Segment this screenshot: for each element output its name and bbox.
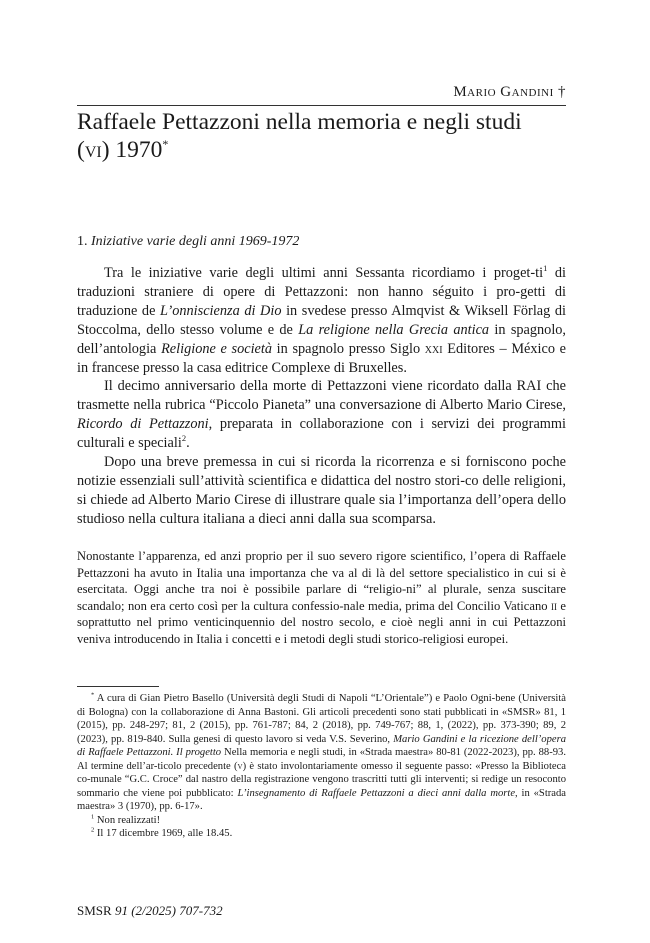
p1-text-b: di traduzioni straniere di opere di Pettazzoni: non hanno séguito i pro-getti di traduzione de [77, 265, 566, 319]
folio-issue: 91 (2/2025) [114, 903, 176, 918]
p2-text-a: Il decimo anniversario della morte di Pettazzoni viene ricordato dalla RAI che trasmette nella rubrica “Piccolo Pianeta” una conversazione di Alberto Mario Cirese, [77, 378, 566, 414]
p2-program-title: Ricordo di Pettazzoni [77, 416, 209, 433]
block-quote [77, 548, 566, 648]
paragraph-1 [77, 264, 566, 377]
fn-star-text-b: Nella memoria e negli studi, in «Strada maestra» 80-81 (2022-2023), pp. 88-93. Al termine dell’ar-ticolo precedente ( [77, 747, 566, 772]
quote-text-b: e soprattutto nel primo venticinquennio del nostro secolo, e cioè negli anni in cui Pettazzoni veniva introducendo in Italia i concetti e i metodi degli studi storico-religiosi europei. [77, 598, 566, 646]
p1-text-e: in spagnolo presso Siglo [272, 340, 425, 357]
journal-folio [77, 903, 223, 919]
p1-text-f: Editores – México e in francese presso la casa editrice Complexe di Bruxelles. [77, 340, 567, 376]
fn-star-text-c: ) è stato involontariamente omesso il seguente passo: «Presso la Biblioteca co-munale “G.C. Croce” dal nastro della registrazione vengono trascritti tutti gli interventi; si redige un resoconto sommario che viene poi pubblicato: [77, 760, 566, 799]
footnotes [77, 692, 566, 841]
footnote-2 [77, 827, 566, 841]
footnote-2-text: Il 17 dicembre 1969, alle 18.45. [94, 828, 233, 840]
title-main: Raffaele Pettazzoni nella memoria e negli studi [77, 109, 522, 135]
fn-star-roman-numeral: v [237, 760, 243, 772]
title-part-number: (vi) [77, 137, 110, 163]
p1-text-c: in svedese presso Almqvist & Wiksell Förlag di Stoccolma, dello stesso volume e de [77, 302, 566, 338]
fn-star-text-d: , in «Strada maestra» 3 (1970), pp. 6-17». [77, 787, 566, 813]
footnote-1-mark: 1 [91, 813, 95, 821]
footnote-ref-1: 1 [543, 263, 548, 274]
p1-book-title-1: L’onniscienza di Dio [160, 302, 282, 319]
p1-book-title-2: La religione nella Grecia antica [298, 321, 490, 338]
p2-text-b: , preparata in collaborazione con i servizi dei programmi culturali e speciali [77, 416, 567, 452]
body-text [77, 264, 566, 529]
title-year: 1970 [115, 137, 163, 163]
paragraph-2 [77, 377, 566, 453]
p1-text-d: in spagnolo, dell’antologia [77, 321, 567, 357]
footnote-rule [77, 686, 159, 687]
footnote-star [77, 692, 566, 814]
fn-star-title-2: L’insegnamento di Raffaele Pettazzoni a dieci anni dalla morte [237, 787, 516, 799]
p1-roman-numeral: xxi [424, 340, 443, 357]
header-rule [77, 105, 566, 106]
folio-pages: 707-732 [179, 903, 223, 918]
quote-roman-numeral: ii [550, 598, 557, 613]
p1-text-a: Tra le iniziative varie degli ultimi anni Sessanta ricordiamo i proget-ti [104, 265, 544, 281]
section-heading [77, 233, 566, 251]
article-title [77, 108, 566, 164]
footnote-2-mark: 2 [91, 826, 95, 834]
running-head-author: Mario Gandini † [453, 84, 566, 100]
footnote-1 [77, 814, 566, 828]
quote-text-a: Nonostante l’apparenza, ed anzi proprio per il suo severo rigore scientifico, l’opera di Raffaele Pettazzoni ha avuto in Italia una importanza che va al di là del settore specialistico in cui si è esercitata. Oggi anche tra noi è possibile parlare di “religio-ni” al plurale, senza suscitare scandalo; non era certo così per la cultura confessio-nale media, prima del Concilio Vaticano [77, 549, 566, 613]
section-title: Iniziative varie degli anni 1969-1972 [91, 234, 300, 249]
paragraph-3: Dopo una breve premessa in cui si ricorda la ricorrenza e si forniscono poche notizie essenziali sull’attività scientifica e didattica del nostro stori-co delle religioni, si chiede ad Alberto Mario Cirese di illustrare quale sia l’importanza dell’opera dello studioso nella cultura italiana a dieci anni dalla sua scomparsa. [77, 454, 566, 527]
footnote-ref-2: 2 [181, 433, 187, 444]
p1-book-title-3: Religione e società [161, 340, 273, 357]
fn-star-title-1: Mario Gandini e la ricezione dell’opera di Raffaele Pettazzoni. Il progetto [77, 733, 567, 759]
p2-text-c: . [186, 435, 190, 452]
section-number: 1. [77, 234, 88, 249]
fn-star-text-a: A cura di Gian Pietro Basello (Università degli Studi di Napoli “L’Orientale”) e Paolo Ogni-bene (Università di Bologna) con la collaborazione di Anna Bastoni. Gli articoli precedenti sono stati pubblicati in «SMSR» 81, 1 (2015), pp. 248-297; 81, 2 (2015), pp. 761-787; 84, 2 (2018), pp. 749-767; 88, 1, (2022), pp. 373-390; 89, 2 (2023), pp. 819-840. Sulla genesi di questo lavoro si veda V.S. Severino, [77, 693, 566, 745]
footnote-1-text: Non realizzati! [94, 814, 161, 826]
title-footnote-mark: * [162, 137, 169, 152]
folio-journal: SMSR [77, 903, 112, 918]
footnote-star-mark: * [91, 691, 95, 699]
